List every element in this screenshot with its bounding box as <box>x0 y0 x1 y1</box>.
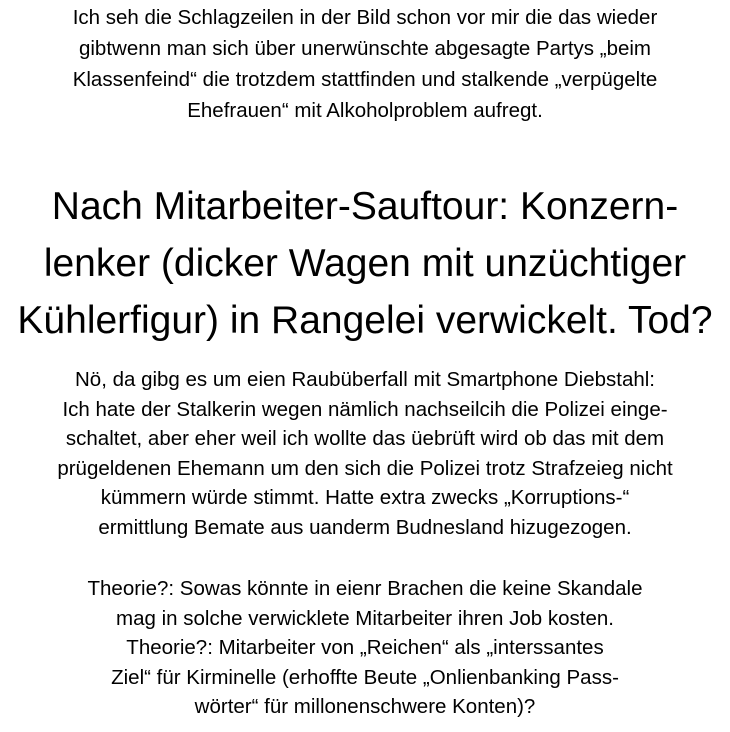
body-line: Nö, da gibg es um eien Raubüberfall mit Smartphone Diebstahl: <box>74 368 656 391</box>
theory-line: Theorie?: Sowas könnte in eienr Brachen die keine Skandale <box>87 577 643 600</box>
theories-paragraph <box>0 574 730 722</box>
intro-paragraph <box>0 2 730 126</box>
headline <box>0 178 730 349</box>
headline-line: Nach Mitarbeiter-Sauftour: Konzern- <box>51 185 679 228</box>
body-line: schaltet, aber eher weil ich wollte das üebrüft wird ob das mit dem <box>65 427 665 450</box>
intro-line: gibtwenn man sich über unerwünschte abgesagte Partys „beim <box>78 37 652 60</box>
body-line: kümmern würde stimmt. Hatte extra zwecks „Korruptions-“ <box>100 486 630 509</box>
theory-line: wörter“ für millonenschwere Konten)? <box>194 695 536 718</box>
body-line: Ich hate der Stalkerin wegen nämlich nachseilcih die Polizei einge- <box>62 397 668 421</box>
theory-line: mag in solche verwicklete Mitarbeiter ihren Job kosten. <box>116 606 614 630</box>
body-line: prügeldenen Ehemann um den sich die Polizei trotz Strafzeieg nicht <box>57 456 673 480</box>
headline-line: lenker (dicker Wagen mit unzüchtiger <box>43 242 687 285</box>
headline-line: Kühlerfigur) in Rangelei verwickelt. Tod? <box>17 299 713 342</box>
intro-line: Ehefrauen“ mit Alkoholproblem aufregt. <box>187 99 543 122</box>
intro-line: Ich seh die Schlagzeilen in der Bild schon vor mir die das wieder <box>72 6 658 29</box>
theory-line: Theorie?: Mitarbeiter von „Reichen“ als „interssantes <box>126 636 604 659</box>
body-paragraph <box>0 365 730 542</box>
body-line: ermittlung Bemate aus uanderm Budnesland hizugezogen. <box>98 515 632 539</box>
intro-line: Klassenfeind“ die trotzdem stattfinden und stalkende „verpügelte <box>72 68 658 91</box>
theory-line: Ziel“ für Kirminelle (erhoffte Beute „Onlienbanking Pass- <box>111 665 619 689</box>
